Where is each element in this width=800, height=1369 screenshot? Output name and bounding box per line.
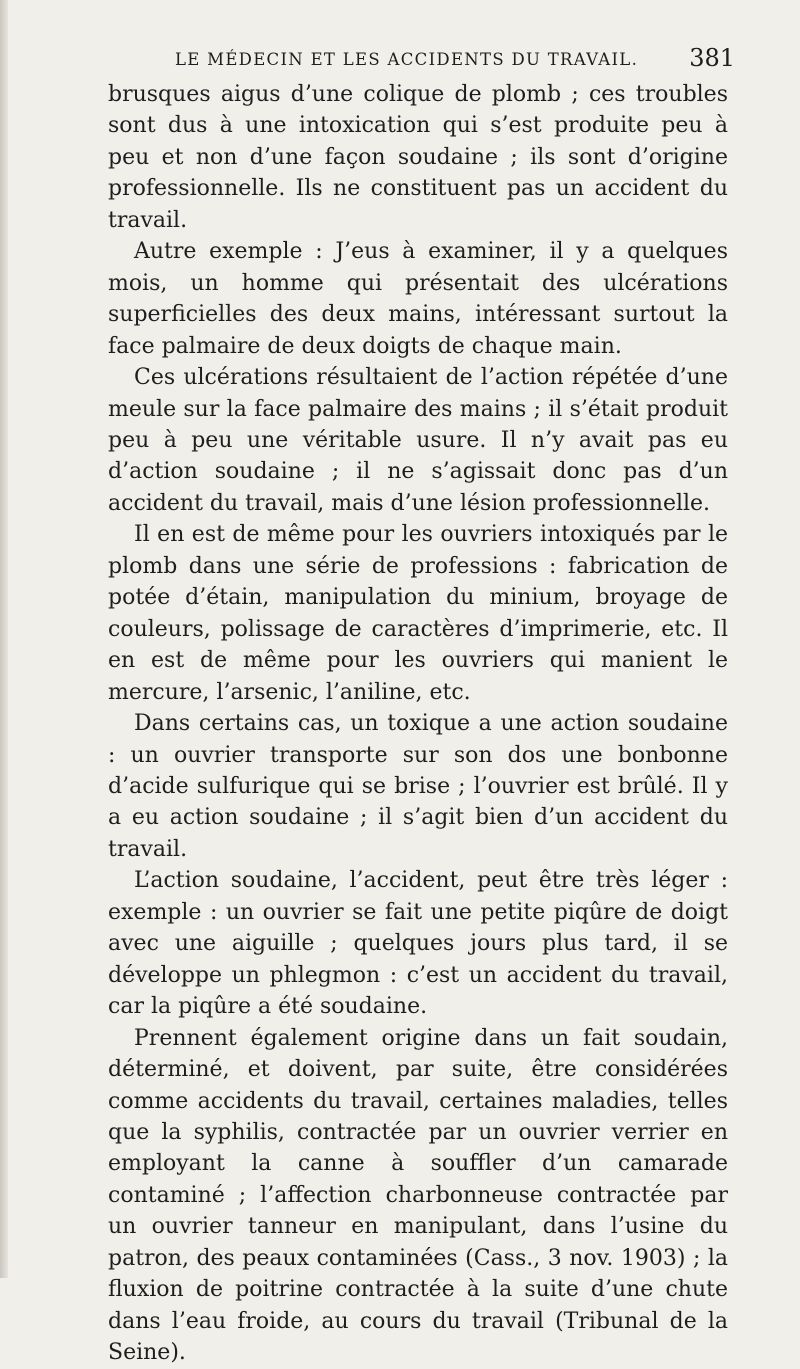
page-header (175, 44, 735, 74)
paragraph: Ces ulcérations résultaient de l’action répétée d’une meule sur la face palmaire des mains ; il s’était produit peu à peu une véritable usure. Il n’y avait pas eu d’action soudaine ; il ne s’agissait donc pas d’un accident du travail, mais d’une lésion professionnelle. (108, 365, 728, 516)
running-title: LE MÉDECIN ET LES ACCIDENTS DU TRAVAIL. (175, 50, 639, 69)
paragraph: Autre exemple : J’eus à examiner, il y a quelques mois, un homme qui présentait des ulcérations superficielles des deux mains, intéressant surtout la face palmaire de deux doigts de chaque main. (108, 239, 728, 359)
body-text (108, 79, 728, 1369)
paragraph: Dans certains cas, un toxique a une action soudaine : un ouvrier transporte sur son dos une bonbonne d’acide sulfurique qui se brise ; l’ouvrier est brûlé. Il y a eu action soudaine ; il s’agit bien d’un accident du travail. (108, 711, 728, 862)
paragraph: Prennent également origine dans un fait soudain, déterminé, et doivent, par suite, être considérées comme accidents du travail, certaines maladies, telles que la syphilis, contractée par un ouvrier verrier en employant la canne à souffler d’un camarade contaminé ; l’affection charbonneuse contractée par un ouvrier tanneur en manipulant, dans l’usine du patron, des peaux contaminées (Cass., 3 nov. 1903) ; la fluxion de poitrine contractée à la suite d’une chute dans l’eau froide, au cours du travail (Tribunal de la Seine). (108, 1025, 728, 1366)
page-number: 381 (689, 44, 735, 72)
paragraph-continued: brusques aigus d’une colique de plomb ; ces troubles sont dus à une intoxication qui s’est produite peu à peu et non d’une façon soudaine ; ils sont d’origine professionnelle. Ils ne constituent pas un accident du travail. (108, 82, 728, 233)
paragraph: L’action soudaine, l’accident, peut être très léger : exemple : un ouvrier se fait une petite piqûre de doigt avec une aiguille ; quelques jours plus tard, il se développe un phlegmon : c’est un accident du travail, car la piqûre a été soudaine. (108, 868, 728, 1020)
paragraph: Il en est de même pour les ouvriers intoxiqués par le plomb dans une série de professions : fabrication de potée d’étain, manipulation du minium, broyage de couleurs, polissage de caractères d’imprimerie, etc. Il en est de même pour les ouvriers qui manient le mercure, l’arsenic, l’aniline, etc. (108, 522, 728, 705)
page-left-edge (0, 0, 8, 1278)
